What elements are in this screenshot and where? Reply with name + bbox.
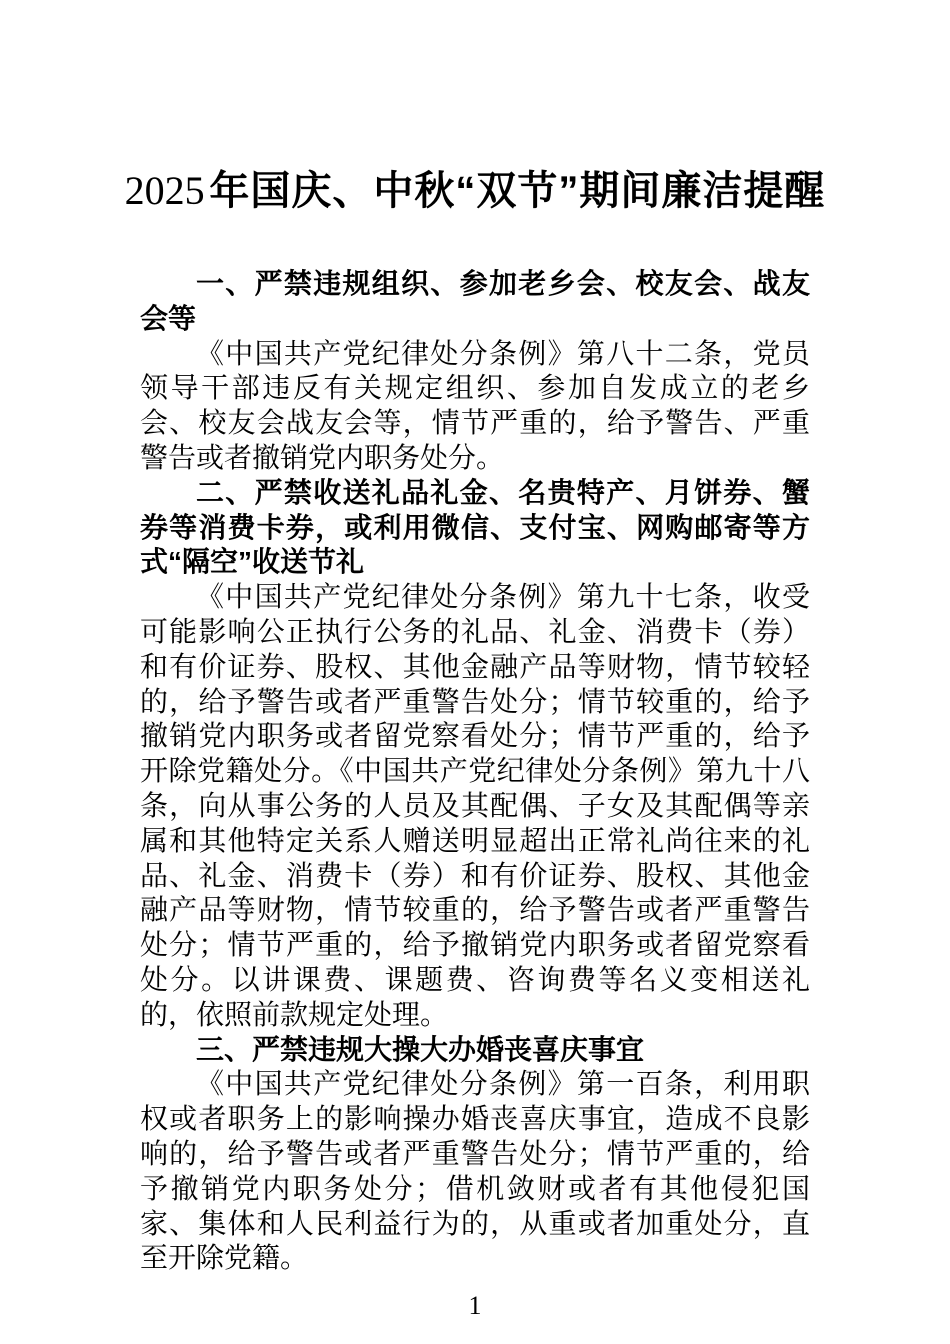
paragraph-section-2-body: 《中国共产党纪律处分条例》第九十七条，收受可能影响公正执行公务的礼品、礼金、消费卡（券）和有价证券、股权、其他金融产品等财物，情节较轻的，给予警告或者严重警告处分；情节较重的，给予撤销党内职务或者留党察看处分；情节严重的，给予开除党籍处分。《中国共产党纪律处分条例》第九十八条，向从事公务的人员及其配偶、子女及其配偶等亲属和其他特定关系人赠送明显超出正常礼尚往来的礼品、礼金、消费卡（券）和有价证券、股权、其他金融产品等财物，情节较重的，给予警告或者严重警告处分；情节严重的，给予撤销党内职务或者留党察看处分。以讲课费、课题费、咨询费等名义变相送礼的，依照前款规定处理。 xyxy=(140,581,810,1030)
title-year: 2025 xyxy=(124,168,205,213)
title-text: 年国庆、中秋“双节”期间廉洁提醒 xyxy=(209,169,826,213)
page-number: 1 xyxy=(468,1291,482,1321)
section-heading-3: 三、严禁违规大操大办婚丧喜庆事宜 xyxy=(196,1033,645,1065)
paragraph-section-1-body: 《中国共产党纪律处分条例》第八十二条，党员领导干部违反有关规定组织、参加自发成立的老乡会、校友会战友会等，情节严重的，给予警告、严重警告或者撤销党内职务处分。 xyxy=(140,337,810,473)
section-heading-2: 二、严禁收送礼品礼金、名贵特产、月饼券、蟹券等消费卡券，或利用微信、支付宝、网购邮寄等方式“隔空”收送节礼 xyxy=(140,476,810,578)
document-body xyxy=(140,267,810,1276)
paragraph-section-3-body: 《中国共产党纪律处分条例》第一百条，利用职权或者职务上的影响操办婚丧喜庆事宜，造成不良影响的，给予警告或者严重警告处分；情节严重的，给予撤销党内职务处分；借机敛财或者有其他侵犯国家、集体和人民利益行为的，从重或者加重处分，直至开除党籍。 xyxy=(140,1068,810,1274)
section-heading-1: 一、严禁违规组织、参加老乡会、校友会、战友会等 xyxy=(140,268,810,334)
page-title xyxy=(0,0,950,215)
